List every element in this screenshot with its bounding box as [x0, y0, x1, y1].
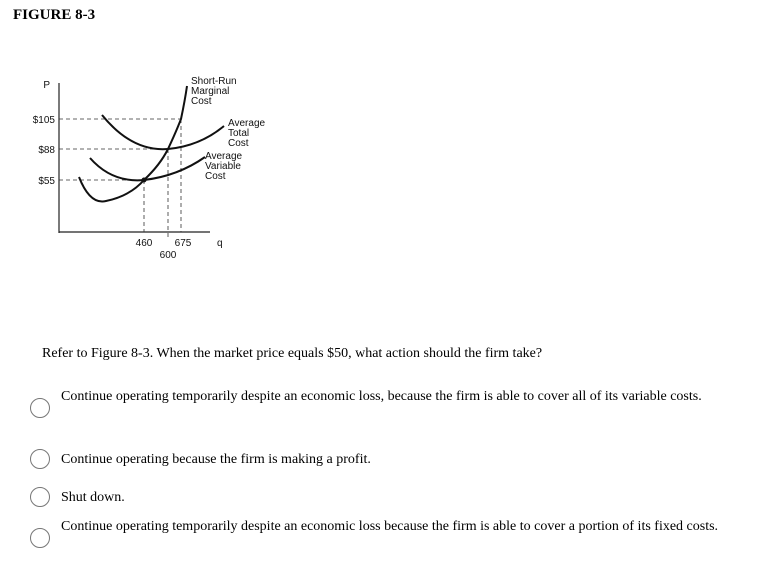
answer-option-2[interactable]	[30, 449, 750, 470]
mc-label: Cost	[191, 96, 212, 107]
radio-button[interactable]	[30, 398, 50, 418]
price-tick: $55	[38, 176, 55, 187]
avc-label: Variable	[205, 161, 241, 172]
option-label: Continue operating because the firm is making a profit.	[61, 452, 371, 467]
avc-min-point	[142, 178, 147, 183]
atc-label: Cost	[228, 138, 249, 149]
question-text: Refer to Figure 8-3. When the market price equals $50, what action should the firm take?	[42, 346, 543, 361]
radio-button[interactable]	[30, 487, 50, 507]
atc-curve	[102, 115, 224, 149]
avc-label: Average	[205, 151, 243, 162]
option-label: Shut down.	[61, 490, 125, 505]
option-label: Continue operating temporarily despite an economic loss, because the firm is able to cover all of its variable costs.	[61, 389, 702, 404]
answer-option-4[interactable]	[30, 516, 750, 537]
radio-button[interactable]	[30, 449, 50, 469]
quantity-tick: 460	[135, 238, 153, 249]
quantity-tick: 600	[159, 250, 177, 261]
x-axis-label: q	[217, 238, 223, 249]
price-tick: $88	[38, 145, 55, 156]
radio-button[interactable]	[30, 528, 50, 548]
atc-label: Average	[228, 118, 266, 129]
atc-label: Total	[228, 128, 250, 139]
mc-label: Marginal	[191, 86, 230, 97]
mc-label: Short-Run	[191, 76, 237, 87]
quantity-tick: 675	[174, 238, 192, 249]
guide-lines	[59, 119, 181, 240]
avc-label: Cost	[205, 171, 226, 182]
answer-option-1[interactable]	[30, 386, 750, 407]
answer-option-3[interactable]	[30, 487, 750, 508]
price-tick: $105	[32, 115, 55, 126]
figure-title: FIGURE 8-3	[13, 7, 96, 23]
y-axis-label: P	[43, 80, 50, 91]
option-label: Continue operating temporarily despite an economic loss because the firm is able to cover a portion of its fixed costs.	[61, 519, 719, 534]
mc-curve	[79, 86, 187, 202]
